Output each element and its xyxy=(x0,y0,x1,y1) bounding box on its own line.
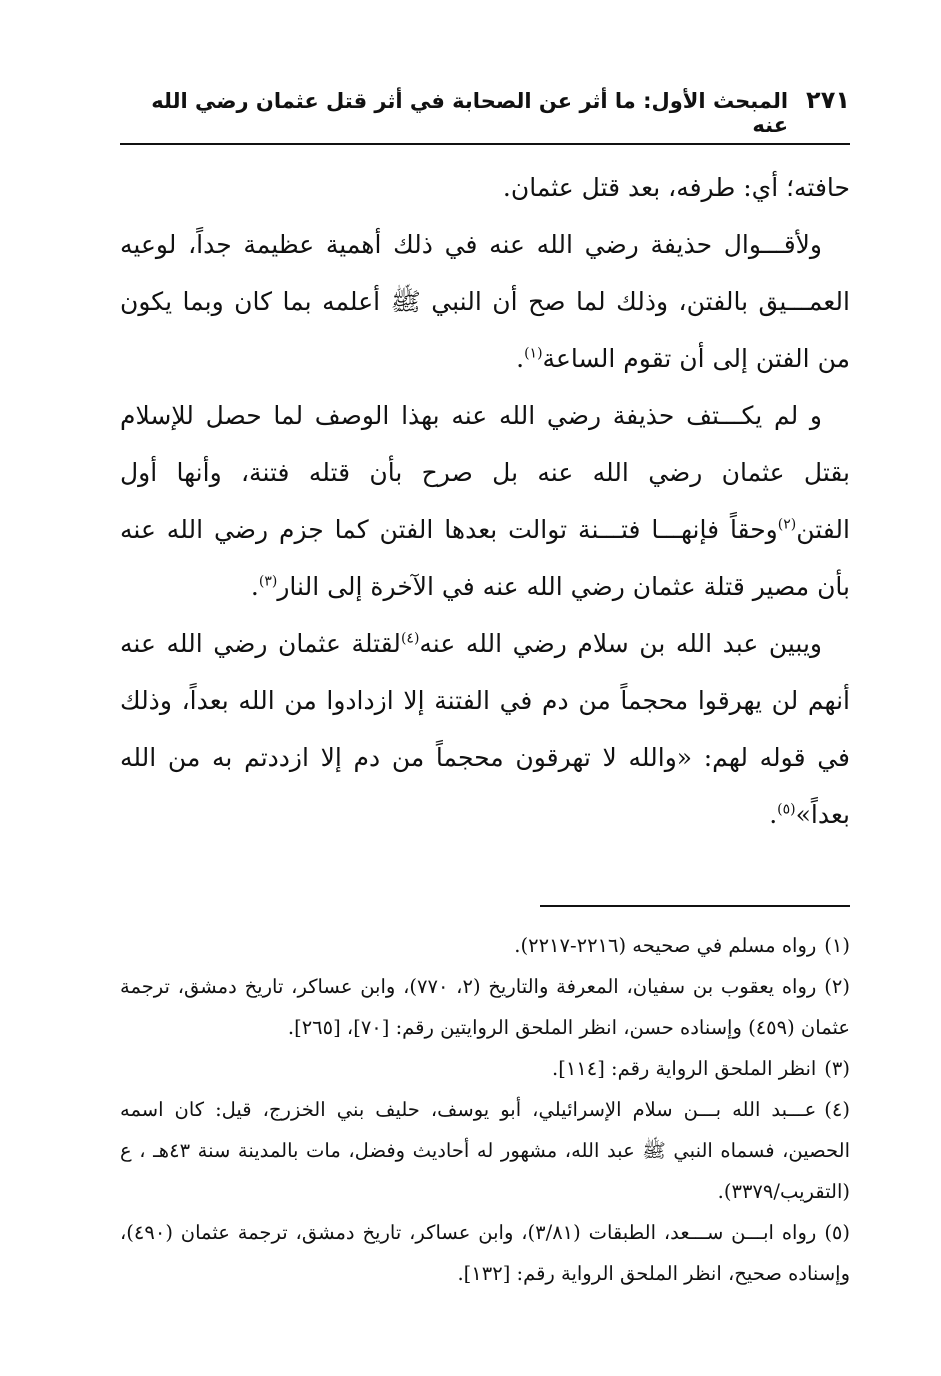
paragraph-2 xyxy=(120,216,850,387)
paragraph-1-text: حافته؛ أي: طرفه، بعد قتل عثمان. xyxy=(502,173,850,202)
footnote-text: رواه مسلم في صحيحه (٢٢١٦-٢٢١٧). xyxy=(514,934,817,957)
footnote-number: (٤) xyxy=(824,1098,850,1121)
footnote-number: (٢) xyxy=(824,975,850,998)
main-text xyxy=(120,159,850,843)
sentence-end: . xyxy=(516,344,525,373)
sentence-end: . xyxy=(250,572,259,601)
footnote-3 xyxy=(120,1048,850,1089)
footnote-text: رواه ابـــن ســـعد، الطبقات (٣/٨١)، وابن عساكر، تاريخ دمشق، ترجمة عثمان (٤٩٠)، وإسناده صحيح، انظر الملحق الرواية رقم: [١٣٢]. xyxy=(120,1221,850,1285)
paragraph-3-continued: وحقاً فإنهـــا فتـــنة توالت بعدها الفتن كما جزم رضي الله عنه بأن مصير قتلة عثمان رضي الله عنه في الآخرة إلى النار xyxy=(120,515,850,601)
footnote-2 xyxy=(120,966,850,1048)
footnote-marker-1: (١) xyxy=(524,345,543,362)
footnote-text: انظر الملحق الرواية رقم: [١١٤]. xyxy=(552,1057,817,1080)
footnote-number: (٣) xyxy=(824,1057,850,1080)
footnote-text: عـــبد الله بـــن سلام الإسرائيلي، أبو يوسف، حليف بني الخزرج، قيل: كان اسمه الحصين، فسماه النبي ﷺ عبد الله، مشهور له أحاديث وفضل، مات بالمدينة سنة ٤٣هـ ، ع (التقريب/٣٣٧٩). xyxy=(120,1098,850,1203)
footnote-number: (١) xyxy=(824,934,850,957)
paragraph-3 xyxy=(120,387,850,615)
paragraph-4-text: ويبين عبد الله بن سلام رضي الله عنه xyxy=(419,629,822,658)
footnote-number: (٥) xyxy=(824,1221,851,1244)
running-title: المبحث الأول: ما أثر عن الصحابة في أثر قتل عثمان رضي الله عنه xyxy=(151,89,789,137)
footnotes xyxy=(120,925,850,1294)
page-number: ٢٧١ xyxy=(806,86,850,114)
paragraph-2-text: ولأقـــوال حذيفة رضي الله عنه في ذلك أهمية عظيمة جداً، لوعيه العمـــيق بالفتن، وذلك لما صح أن النبي ﷺ أعلمه بما كان وبما يكون من الفتن إلى أن تقوم الساعة xyxy=(120,230,850,373)
footnote-5 xyxy=(120,1212,850,1294)
footnote-marker-5: (٥) xyxy=(777,801,796,818)
footnote-marker-4: (٤) xyxy=(400,630,420,647)
footnote-4 xyxy=(120,1089,850,1212)
footnote-marker-3: (٣) xyxy=(258,573,278,590)
paragraph-4-continued: لقتلة عثمان رضي الله عنه أنهم لن يهرقوا محجماً من دم في الفتنة إلا ازدادوا من الله بعداً، وذلك في قوله لهم: «والله لا تهرقون محجماً من دم إلا ازددتم به من الله بعداً» xyxy=(120,629,850,829)
sentence-end: . xyxy=(769,800,778,829)
footnote-text: رواه يعقوب بن سفيان، المعرفة والتاريخ (٢، ٧٧٠)، وابن عساكر، تاريخ دمشق، ترجمة عثمان (٤٥٩) وإسناده حسن، انظر الملحق الروايتين رقم: [٧٠]، [٢٦٥]. xyxy=(120,975,850,1039)
page-header xyxy=(120,86,850,145)
footnote-divider xyxy=(540,905,850,907)
footnote-1 xyxy=(120,925,850,966)
book-page xyxy=(120,86,850,1294)
paragraph-3-text: و لم يكـــتف حذيفة رضي الله عنه بهذا الوصف لما حصل للإسلام بقتل عثمان رضي الله عنه بل صرح بأن قتله فتنة، وأنها أول الفتن xyxy=(120,401,850,544)
paragraph-1 xyxy=(120,159,850,216)
paragraph-4 xyxy=(120,615,850,843)
footnote-marker-2: (٢) xyxy=(777,516,797,533)
